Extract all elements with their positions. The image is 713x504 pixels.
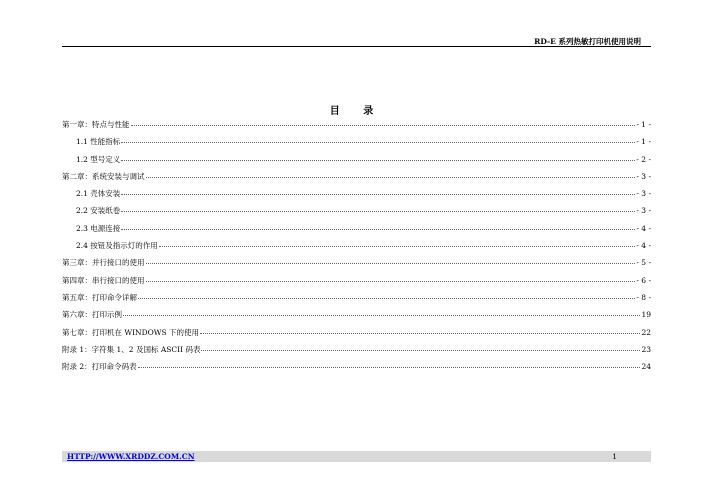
toc-entry-page: - 3 - (636, 206, 651, 216)
toc-entry-label: 2.1 壳体安装 (76, 189, 121, 199)
toc-entry-page: 19 (641, 310, 651, 320)
toc-entry-page: - 8 - (636, 292, 651, 302)
toc-dot-leader (159, 245, 636, 247)
toc-dot-leader (121, 228, 635, 230)
toc-entry-page: - 5 - (636, 258, 651, 268)
page-number: 1 (612, 452, 617, 461)
toc-entry[interactable] (62, 344, 651, 361)
toc-dot-leader (123, 314, 640, 316)
toc-entry[interactable] (62, 327, 651, 344)
toc-entry[interactable] (62, 188, 651, 205)
toc-entry-page: - 3 - (636, 189, 651, 199)
toc-entry[interactable] (62, 119, 651, 136)
toc-entry-page: - 6 - (636, 275, 651, 285)
header-title: RD-E 系列热敏打印机使用说明 (534, 37, 641, 46)
toc-dot-leader (121, 210, 635, 212)
toc-entry-page: - 3 - (636, 171, 651, 181)
toc-entry-label: 1.1 性能指标 (76, 137, 121, 147)
toc-entry[interactable] (62, 240, 651, 257)
toc-entry[interactable] (62, 292, 651, 309)
toc-dot-leader (200, 332, 640, 334)
toc-entry[interactable] (62, 309, 651, 326)
toc-dot-leader (138, 297, 635, 299)
toc-entry[interactable] (62, 275, 651, 292)
toc-title: 目 录 (329, 106, 384, 117)
toc-entry-label: 第五章：打印命令详解 (62, 292, 137, 302)
toc-dot-leader (201, 349, 640, 351)
toc-entry[interactable] (62, 154, 651, 171)
toc-dot-leader (121, 159, 635, 161)
toc-entry[interactable] (62, 171, 651, 188)
toc-entry[interactable] (62, 361, 651, 378)
toc-entry-label: 第二章：系统安装与调试 (62, 171, 145, 181)
toc-entry-label: 第六章：打印示例 (62, 310, 122, 320)
toc-entry-label: 第一章：特点与性能 (62, 120, 130, 129)
toc-entry[interactable] (62, 136, 651, 153)
website-link[interactable]: HTTP://WWW.XRDDZ.COM.CN (67, 452, 195, 461)
toc-dot-leader (138, 366, 641, 368)
toc-entry-page: 23 (641, 344, 651, 354)
toc-entry-page: - 1 - (636, 120, 651, 129)
toc-entry-page: 22 (641, 327, 651, 337)
toc-entry-label: 第四章：串行接口的使用 (62, 275, 145, 285)
toc-entry-page: - 4 - (636, 241, 651, 251)
toc-dot-leader (121, 193, 635, 195)
toc-entry-label: 1.2 型号定义 (76, 154, 121, 164)
toc-entry-label: 附录 2：打印命令码表 (62, 362, 137, 372)
toc-entry-page: 24 (641, 362, 651, 372)
toc-entry-label: 附录 1：字符集 1、2 及国标 ASCII 码表 (62, 344, 201, 354)
toc-dot-leader (121, 141, 635, 143)
toc-dot-leader (146, 176, 636, 178)
toc-entry-label: 2.3 电源连接 (76, 223, 121, 233)
toc-entry-label: 2.2 安装纸卷 (76, 206, 121, 216)
toc-entry-label: 2.4 按钮及指示灯的作用 (76, 241, 158, 251)
toc-entry[interactable] (62, 205, 651, 222)
header-rule (62, 46, 651, 47)
toc-dot-leader (146, 280, 636, 282)
toc-entry[interactable] (62, 223, 651, 240)
table-of-contents (62, 119, 651, 378)
toc-dot-leader (131, 124, 636, 126)
toc-entry-page: - 2 - (636, 154, 651, 164)
toc-entry[interactable] (62, 257, 651, 274)
toc-entry-page: - 4 - (636, 223, 651, 233)
toc-dot-leader (146, 262, 636, 264)
toc-entry-label: 第三章：并行接口的使用 (62, 258, 145, 268)
toc-entry-page: - 1 - (636, 137, 651, 147)
toc-entry-label: 第七章：打印机在 WINDOWS 下的使用 (62, 327, 200, 337)
